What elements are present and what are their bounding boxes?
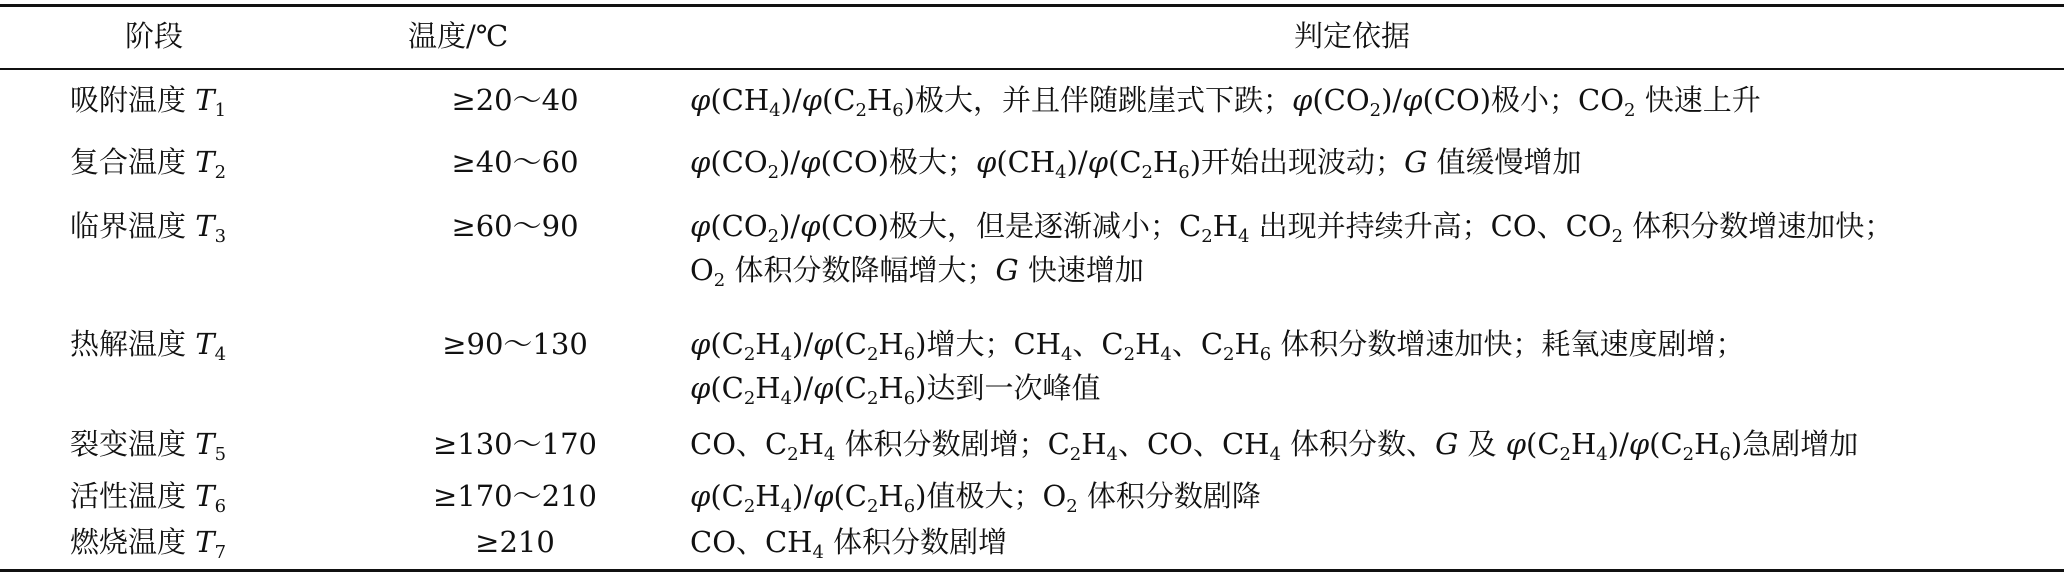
- basis-cell: [690, 474, 2060, 518]
- basis-line: $\varphi(C_2H_4)/\varphi(C_2H_6)$增大；$CH_4$、$C_2H_4$、$C_2H_6$ 体积分数增速加快；耗氧速度剧增；: [690, 327, 1745, 365]
- basis-line: $\varphi(C_2H_4)/\varphi(C_2H_6)$值极大；$O_2$ 体积分数剧降: [690, 479, 1261, 517]
- basis-line: $\varphi(CH_4)/\varphi(C_2H_6)$极大，并且伴随跳崖式下跌；$\varphi(CO_2)/\varphi(CO)$极小；$CO_2$ 快速上升: [690, 83, 1761, 121]
- basis-cell: [690, 78, 2060, 122]
- stage-cell: [70, 520, 330, 564]
- basis-cell: [690, 140, 2060, 184]
- stage-symbol: T: [195, 427, 215, 461]
- stage-subscript: 5: [214, 444, 227, 465]
- basis-cell: [690, 520, 2060, 564]
- header-basis: 判定依据: [1294, 19, 1411, 53]
- stage-name: 活性温度: [70, 479, 187, 513]
- basis-line: $\varphi(CO_2)/\varphi(CO)$极大；$\varphi(CH_4)/\varphi(C_2H_6)$开始出现波动；G 值缓慢增加: [690, 145, 1582, 183]
- stage-name: 复合温度: [70, 145, 187, 179]
- stage-cell: [70, 78, 330, 122]
- stage-cell: [70, 474, 330, 518]
- basis-cell: [690, 422, 2060, 466]
- temperature-cell: ≥40～60: [451, 145, 579, 179]
- basis-line: $O_2$ 体积分数降幅增大；G 快速增加: [690, 253, 1144, 291]
- stage-cell: [70, 140, 330, 184]
- stage-subscript: 7: [214, 542, 227, 563]
- stage-subscript: 4: [214, 344, 227, 365]
- stage-subscript: 1: [214, 100, 227, 121]
- stage-symbol: T: [195, 525, 215, 559]
- stage-symbol: T: [195, 83, 215, 117]
- stage-name: 热解温度: [70, 327, 187, 361]
- header-stage: 阶段: [125, 19, 184, 53]
- stage-name: 临界温度: [70, 209, 187, 243]
- temperature-cell: ≥90～130: [442, 327, 588, 361]
- table-header-rule: [0, 68, 2064, 70]
- stage-symbol: T: [195, 209, 215, 243]
- temperature-cell: ≥60～90: [451, 209, 579, 243]
- stage-name: 燃烧温度: [70, 525, 187, 559]
- stage-subscript: 2: [214, 162, 227, 183]
- stage-cell: [70, 322, 330, 366]
- stage-cell: [70, 422, 330, 466]
- stage-symbol: T: [195, 479, 215, 513]
- stage-name: 吸附温度: [70, 83, 187, 117]
- stage-symbol: T: [195, 145, 215, 179]
- basis-line: CO、$CH_4$ 体积分数剧增: [690, 525, 1008, 563]
- basis-line: $\varphi(C_2H_4)/\varphi(C_2H_6)$达到一次峰值: [690, 371, 1101, 409]
- header-temperature: 温度/℃: [408, 19, 509, 53]
- temperature-cell: ≥210: [475, 525, 555, 559]
- stage-subscript: 3: [214, 226, 227, 247]
- table-bottom-rule: [0, 569, 2064, 572]
- temperature-cell: ≥130～170: [432, 427, 597, 461]
- stage-cell: [70, 204, 330, 248]
- stage-subscript: 6: [214, 496, 227, 517]
- basis-line: CO、$C_2H_4$ 体积分数剧增；$C_2H_4$、CO、$CH_4$ 体积分数、G 及 $\varphi(C_2H_4)/\varphi(C_2H_6)$急剧增加: [690, 427, 1859, 465]
- basis-cell: [690, 322, 2060, 410]
- basis-cell: [690, 204, 2060, 292]
- basis-line: $\varphi(CO_2)/\varphi(CO)$极大，但是逐渐减小；$C_2H_4$ 出现并持续升高；CO、$CO_2$ 体积分数增速加快；: [690, 209, 1894, 247]
- stage-name: 裂变温度: [70, 427, 187, 461]
- temperature-cell: ≥170～210: [432, 479, 597, 513]
- temperature-cell: ≥20～40: [451, 83, 579, 117]
- stage-symbol: T: [195, 327, 215, 361]
- table-top-rule: [0, 4, 2064, 7]
